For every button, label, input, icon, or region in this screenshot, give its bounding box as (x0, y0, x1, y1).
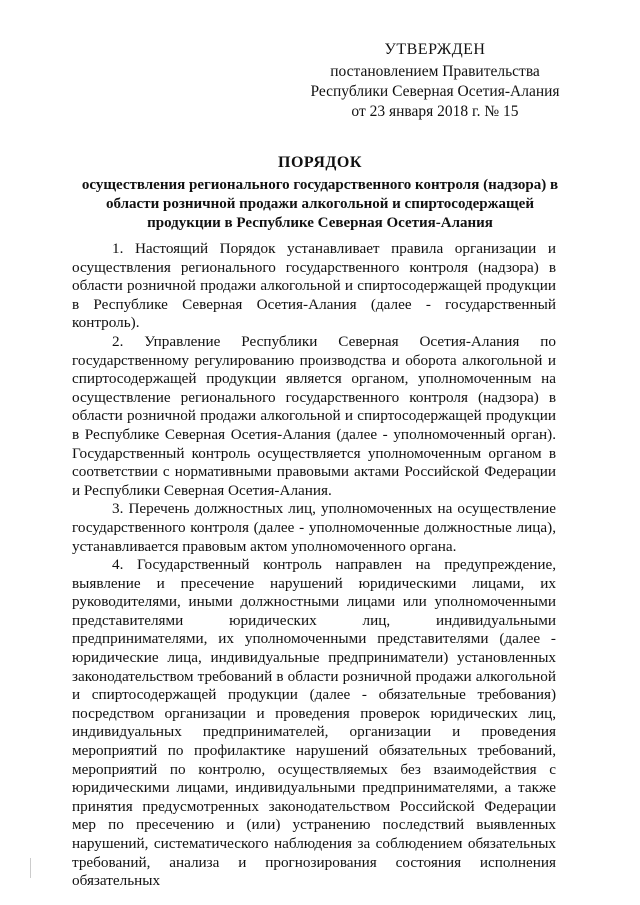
paragraph-1: 1. Настоящий Порядок устанавливает правила организации и осуществления регионального государственного контроля (надзора) в области розничной продажи алкогольной и спиртосодержащей продукции в Республике Северная Осетия-Алания (далее - государственный контроль). (72, 240, 556, 332)
approval-stamp (300, 40, 570, 122)
approval-line-1: постановлением Правительства (330, 63, 540, 80)
approval-heading: УТВЕРЖДЕН (384, 41, 486, 58)
approval-line-2: Республики Северная Осетия-Алания (310, 83, 560, 100)
document-title-subtitle: осуществления регионального государственного контроля (надзора) в области розничной продажи алкогольной и спиртосодержащей продукции в Республике Северная Осетия-Алания (81, 177, 559, 231)
document-body (72, 240, 556, 891)
paragraph-3: 3. Перечень должностных лиц, уполномоченных на осуществление государственного контроля (далее - уполномоченные должностные лица), устанавливается правовым актом уполномоченного органа. (72, 500, 556, 555)
document-title-main: ПОРЯДОК (278, 154, 362, 171)
paragraph-2: 2. Управление Республики Северная Осетия-Алания по государственному регулированию производства и оборота алкогольной и спиртосодержащей продукции является органом, уполномоченным на осуществление регионального государственного контроля (надзора) в области розничной продажи алкогольной и спиртосодержащей продукции в Республике Северная Осетия-Алания (далее - уполномоченный орган). Государственный контроль осуществляется уполномоченным органом в соответствии с нормативными правовыми актами Российской Федерации и Республики Северная Осетия-Алания. (72, 332, 556, 499)
approval-line-3: от 23 января 2018 г. № 15 (351, 103, 519, 120)
paragraph-4: 4. Государственный контроль направлен на предупреждение, выявление и пресечение нарушений юридическими лицами, их руководителями, иными должностными лицами или уполномоченными представителями юридических лиц, индивидуальными предпринимателями, их уполномоченными представителями (далее - юридические лица, индивидуальные предприниматели) установленных законодательством требований в области розничной продажи алкогольной и спиртосодержащей продукции (далее - обязательные требования) посредством организации и проведения проверок юридических лиц, индивидуальных предпринимателей, организации и проведения мероприятий по профилактике нарушений обязательных требований, мероприятий по контролю, осуществляемых без взаимодействия с юридическими лицами, индивидуальными предпринимателями, а также принятия предусмотренных законодательством Российской Федерации мер по пресечению и (или) устранению последствий выявленных нарушений, систематического наблюдения за соблюдением обязательных требований, анализа и прогнозирования состояния исполнения обязательных (72, 556, 556, 890)
document-title (70, 152, 570, 233)
scan-margin-mark (30, 858, 31, 878)
